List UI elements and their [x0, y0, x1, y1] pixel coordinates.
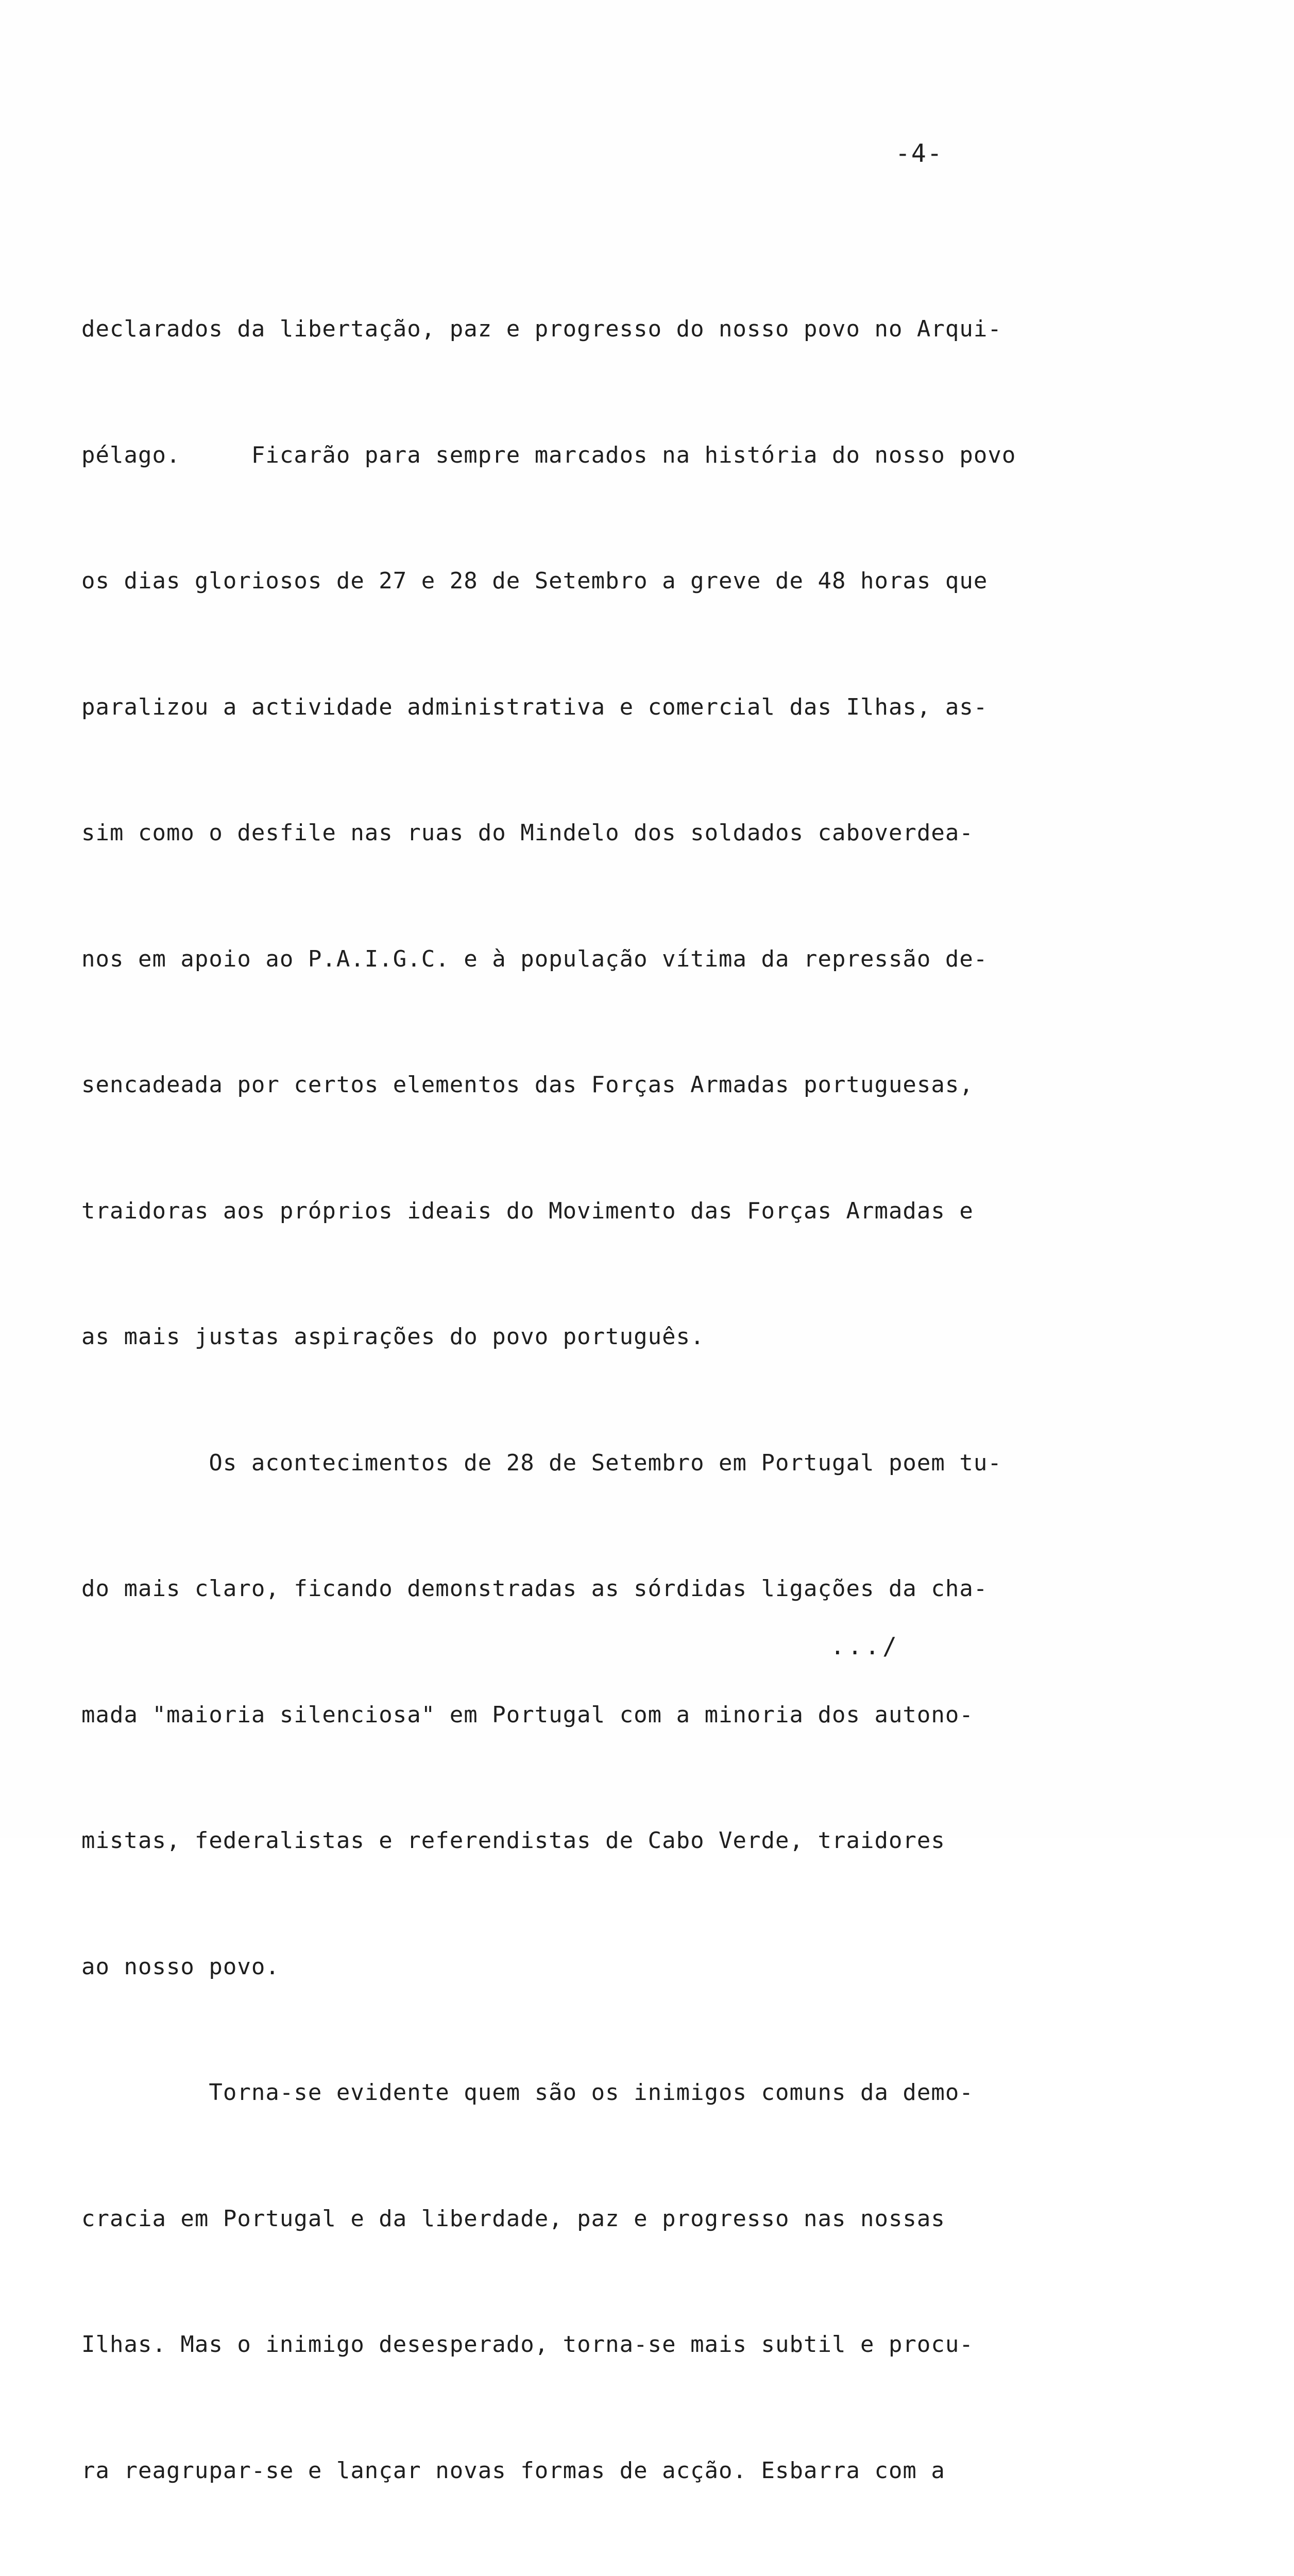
- text-line: ao nosso povo.: [81, 1953, 280, 1980]
- text-line: mada "maioria silenciosa" em Portugal com a minoria dos autono-: [81, 1701, 974, 1728]
- text-line: Torna-se evidente quem são os inimigos comuns da demo-: [81, 2079, 974, 2106]
- text-line: traidoras aos próprios ideais do Movimento das Forças Armadas e: [81, 1197, 974, 1224]
- text-line: do mais claro, ficando demonstradas as sórdidas ligações da cha-: [81, 1575, 988, 1602]
- continuation-mark: .../: [830, 1632, 900, 1660]
- text-line: mistas, federalistas e referendistas de Cabo Verde, traidores: [81, 1827, 945, 1854]
- text-line: cracia em Portugal e da liberdade, paz e progresso nas nossas: [81, 2205, 945, 2232]
- text-line: declarados da libertação, paz e progresso do nosso povo no Arqui-: [81, 316, 1002, 342]
- text-line: ra reagrupar-se e lançar novas formas de acção. Esbarra com a: [81, 2457, 945, 2484]
- text-line: Ilhas. Mas o inimigo desesperado, torna-se mais subtil e procu-: [81, 2331, 974, 2358]
- text-line: paralizou a actividade administrativa e comercial das Ilhas, as-: [81, 693, 988, 720]
- text-line: sim como o desfile nas ruas do Mindelo dos soldados caboverdea-: [81, 820, 974, 846]
- text-line: os dias gloriosos de 27 e 28 de Setembro a greve de 48 horas que: [81, 568, 988, 594]
- body-text: [81, 224, 1112, 2576]
- text-line: as mais justas aspirações do povo português.: [81, 1324, 705, 1350]
- text-line: Os acontecimentos de 28 de Setembro em Portugal poem tu-: [81, 1449, 1002, 1476]
- text-line: nos em apoio ao P.A.I.G.C. e à população vítima da repressão de-: [81, 945, 988, 972]
- text-line: sencadeada por certos elementos das Forças Armadas portuguesas,: [81, 1072, 974, 1098]
- page-number: -4-: [895, 139, 943, 168]
- text-line: pélago. Ficarão para sempre marcados na história do nosso povo: [81, 442, 1016, 468]
- text-line: [81, 2575, 1112, 2576]
